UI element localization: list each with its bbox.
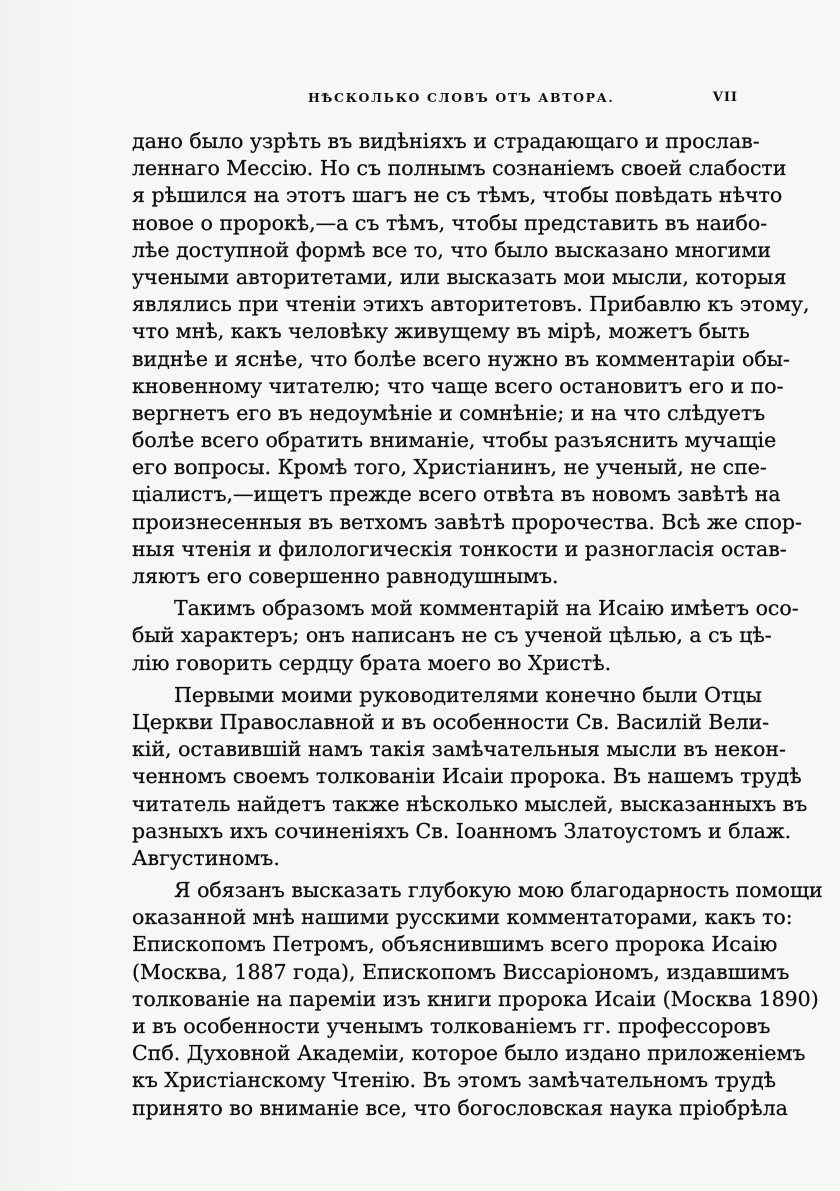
text-line: и въ особенности ученымъ толкованіемъ гг. профессоровъ xyxy=(132,1014,771,1038)
text-line: (Москва, 1887 года), Епископомъ Виссаріономъ, издавшимъ xyxy=(132,959,790,984)
text-line: ныя чтенія и филологическія тонкости и разногласія остав- xyxy=(132,536,787,561)
text-line: кій, оставившій намъ такія замѣчательныя мысли въ некон- xyxy=(132,737,786,762)
text-line: Августиномъ. xyxy=(132,845,280,870)
text-line: ченномъ своемъ толкованіи Исаіи пророка. Въ нашемъ трудѣ xyxy=(132,764,802,789)
text-line: его вопросы. Кромѣ того, Христіанинъ, не ученый, не спе- xyxy=(132,455,767,480)
text-line: что мнѣ, какъ человѣку живущему въ мірѣ, можетъ быть xyxy=(132,319,750,344)
text-line: Первыми моими руководителями конечно были Отцы xyxy=(174,682,762,707)
text-line: леннаго Мессію. Но съ полнымъ сознаніемъ своей слабости xyxy=(132,156,787,181)
text-line: болѣе всего обратить вниманіе, чтобы разъяснить мучащіе xyxy=(132,428,777,453)
text-line: являлись при чтеніи этихъ авторитетовъ. Прибавлю къ этому, xyxy=(132,292,810,317)
text-line: толкованіе на пареміи изъ книги пророка Исаіи (Москва 1890) xyxy=(132,986,819,1011)
text-line: я рѣшился на этотъ шагъ не съ тѣмъ, чтобы повѣдать нѣчто xyxy=(132,183,783,208)
text-line: читатель найдетъ также нѣсколько мыслей, высказанныхъ въ xyxy=(132,791,808,816)
text-line: разныхъ ихъ сочиненіяхъ Св. Іоанномъ Златоустомъ и блаж. xyxy=(132,818,792,843)
running-title: НѢСКОЛЬКО СЛОВЪ ОТЪ АВТОРА. xyxy=(308,90,615,105)
text-line: произнесенныя въ ветхомъ завѣтѣ пророчества. Всѣ же спор- xyxy=(132,509,802,534)
text-line: Епископомъ Петромъ, объяснившимъ всего пророка Исаію xyxy=(132,932,778,957)
text-line: оказанной мнѣ нашими русскими комментаторами, какъ то: xyxy=(132,905,793,930)
text-line: бый характеръ; онъ написанъ не съ ученой цѣлью, а съ цѣ- xyxy=(132,623,772,648)
text-line: кновенному читателю; что чаще всего остановитъ его и по- xyxy=(132,373,784,398)
text-line: вергнетъ его въ недоумѣніе и сомнѣніе; и на что слѣдуетъ xyxy=(132,400,766,425)
text-line: къ Христіанскому Чтенію. Въ этомъ замѣчательномъ трудѣ xyxy=(132,1068,777,1093)
text-line: лѣе доступной формѣ все то, что было высказано многими xyxy=(132,237,772,262)
page-edge-shading xyxy=(0,0,70,1191)
text-line: Спб. Духовной Академіи, которое было издано приложеніемъ xyxy=(132,1041,806,1066)
text-line: Такимъ образомъ мой комментарій на Исаію имѣетъ осо- xyxy=(174,596,799,621)
running-header xyxy=(132,90,740,112)
page-number: VII xyxy=(712,90,738,105)
text-line: виднѣе и яснѣе, что болѣе всего нужно въ комментаріи обы- xyxy=(132,346,790,371)
text-line: дано было узрѣть въ видѣніяхъ и страдающаго и прослав- xyxy=(132,129,760,153)
text-line: учеными авторитетами, или высказать мои мысли, которыя xyxy=(132,264,787,289)
text-line: ціалистъ,—ищетъ прежде всего отвѣта въ новомъ завѣтѣ на xyxy=(132,482,781,507)
text-line: лію говорить сердцу брата моего во Христѣ. xyxy=(132,650,612,675)
text-line: ляютъ его совершенно равнодушнымъ. xyxy=(132,564,559,588)
text-line: Я обязанъ высказать глубокую мою благодарность помощи xyxy=(174,878,823,903)
text-line: принято во вниманіе все, что богословская наука пріобрѣла xyxy=(132,1095,788,1120)
text-line: Церкви Православной и въ особенности Св. Василій Вели- xyxy=(132,709,770,734)
body-text xyxy=(132,128,823,1122)
text-line: новое о пророкѣ,—а съ тѣмъ, чтобы представить въ наибо- xyxy=(132,210,768,235)
